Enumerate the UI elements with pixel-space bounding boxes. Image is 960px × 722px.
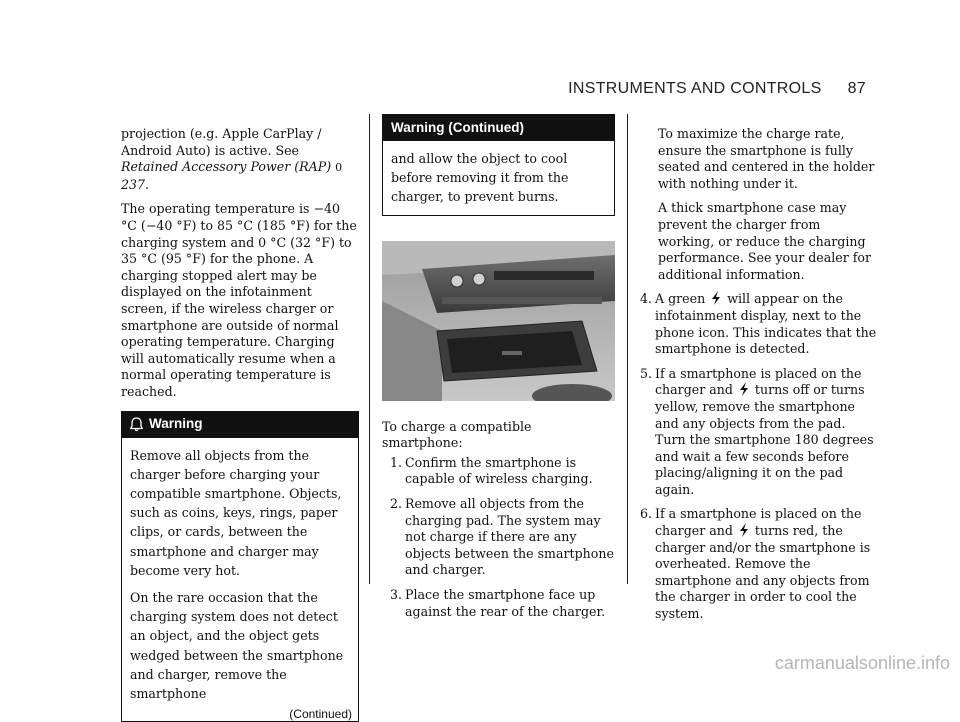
step-6: 6. If a smartphone is placed on the charger and turns red, the charger and/or the smartphone is overheated. Remove the smartphone and any objects from the charger in order to cool the system. (640, 506, 880, 622)
column-divider-2 (627, 114, 628, 584)
warning-continued-box (382, 114, 615, 216)
steps-intro: To charge a compatible smartphone: (382, 419, 615, 452)
warning-paragraph-2: On the rare occasion that the charging system does not detect an object, and the object gets wedged between the smartphone and charger, remove the smartphone (130, 588, 350, 703)
page-ref-icon: 0 (335, 161, 342, 174)
steps-list (382, 455, 615, 620)
watermark: carmanualsonline.info (775, 653, 950, 674)
step-5: 5. If a smartphone is placed on the charger and turns off or turns yellow, remove the smartphone and any objects from the pad. Turn the smartphone 180 degrees and wait a few seconds before placing/aligning it on the pad again. (640, 366, 880, 499)
page-ref[interactable]: 237 (121, 177, 145, 192)
charging-bolt-icon (739, 523, 749, 537)
paragraph-rap: projection (e.g. Apple CarPlay / Android Auto) is active. See Retained Accessory Power (RAP) 0 237. (121, 126, 359, 193)
warning-title: Warning (149, 416, 203, 433)
step-3-note-2: A thick smartphone case may prevent the charger from working, or reduce the charging performance. See your dealer for additional information. (640, 200, 880, 283)
paragraph-temperature: The operating temperature is −40 °C (−40 °F) to 85 °C (185 °F) for the charging system and 0 °C (32 °F) to 35 °C (95 °F) for the phone. A charging stopped alert may be displayed on the infotainment screen, if the wireless charger or smartphone are outside of normal operating temperature. Charging will automatically resume when a normal operating temperature is reached. (121, 201, 359, 400)
rap-link[interactable]: Retained Accessory Power (RAP) (121, 159, 331, 174)
column-3 (640, 126, 880, 631)
warning-continued-header: Warning (Continued) (383, 115, 614, 141)
warning-continued-body (383, 141, 614, 207)
column-1 (121, 126, 359, 722)
section-title: INSTRUMENTS AND CONTROLS (568, 80, 821, 98)
continued-label: (Continued) (122, 707, 358, 721)
step-2: 2. Remove all objects from the charging pad. The system may not charge if there are any objects between the smartphone and charger. (390, 496, 615, 579)
page-number: 87 (848, 80, 866, 98)
charging-bolt-icon (711, 291, 721, 305)
charging-bolt-icon (739, 382, 749, 396)
step-1: 1. Confirm the smartphone is capable of wireless charging. (390, 455, 615, 488)
column-2 (382, 126, 615, 628)
page-header (568, 80, 866, 98)
step-4: 4. A green will appear on the infotainment display, next to the phone icon. This indicates that the smartphone is detected. (640, 291, 880, 357)
warning-box (121, 411, 359, 722)
warning-continued-paragraph: and allow the object to cool before removing it from the charger, to prevent burns. (391, 149, 606, 207)
steps-list-continued (640, 291, 880, 622)
column-divider-1 (369, 114, 370, 584)
warning-body (122, 438, 358, 704)
wireless-charger-photo (382, 241, 615, 401)
warning-header (122, 412, 358, 438)
warning-paragraph-1: Remove all objects from the charger before charging your compatible smartphone. Objects, such as coins, keys, rings, paper clips, or cards, between the smartphone and charger may become very hot. (130, 446, 350, 580)
step-3-note-1: To maximize the charge rate, ensure the smartphone is fully seated and centered in the holder with nothing under it. (640, 126, 880, 192)
alert-bell-icon (130, 417, 143, 432)
step-3: 3. Place the smartphone face up against the rear of the charger. (390, 587, 615, 620)
